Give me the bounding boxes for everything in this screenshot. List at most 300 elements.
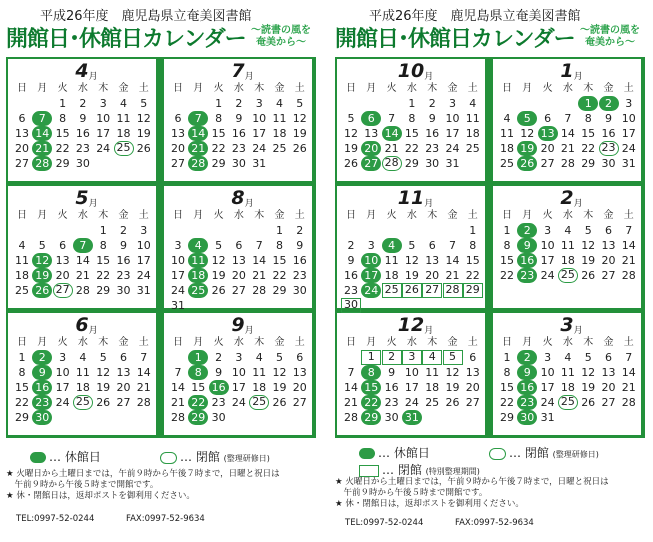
day-cell: 14 [344, 381, 358, 394]
day-cell: 4 [255, 351, 263, 364]
day-cell: 24 [540, 396, 555, 409]
weekday-header: 水 [406, 210, 417, 221]
day-cell: 17 [55, 381, 70, 394]
day-cell: 6 [235, 239, 243, 252]
day-cell: 31 [621, 157, 636, 170]
weekday-header: 月 [37, 83, 48, 94]
day-cell: 1 [276, 224, 283, 237]
weekday-header: 土 [294, 210, 305, 221]
weekday-header: 日 [346, 83, 356, 94]
day-cell: 5 [215, 239, 223, 252]
weekday-header: 月 [522, 83, 533, 94]
day-cell-library-closed: 25 [558, 395, 578, 410]
day-cell: 9 [79, 112, 87, 125]
day-cell: 14 [560, 127, 575, 140]
weekday-header: 日 [17, 83, 27, 94]
day-cell: 8 [99, 239, 107, 252]
day-cell: 18 [500, 142, 514, 155]
day-cell: 16 [601, 127, 616, 140]
day-cell: 19 [445, 381, 460, 394]
day-cell: 1 [503, 351, 511, 364]
day-cell: 20 [601, 381, 616, 394]
day-cell-closed: 30 [517, 410, 537, 425]
day-cell: 11 [500, 127, 514, 140]
weekday-header: 金 [603, 210, 614, 221]
day-cell: 12 [292, 112, 307, 125]
day-cell-closed: 29 [188, 410, 208, 425]
note-line: 午前９時から午後５時まで開館です。 [6, 480, 159, 490]
month-3 [493, 313, 641, 435]
day-cell: 22 [500, 396, 514, 409]
day-cell: 20 [15, 142, 29, 155]
day-cell-library-closed: 28 [382, 156, 402, 171]
day-cell: 25 [500, 157, 514, 170]
day-cell: 5 [408, 239, 416, 252]
day-cell: 7 [625, 351, 633, 364]
motto-line: ～読書の風を [580, 25, 640, 36]
day-cell: 6 [605, 351, 612, 364]
weekday-header: 火 [213, 337, 224, 348]
day-cell: 26 [581, 269, 596, 282]
weekday-header: 土 [294, 83, 305, 94]
day-cell: 8 [215, 112, 223, 125]
day-cell: 19 [344, 142, 358, 155]
note-line: ★ 休・閉館日は，返却ポストを御利用ください。 [6, 491, 195, 501]
library-closed-icon [160, 452, 177, 464]
day-cell: 17 [231, 381, 246, 394]
day-cell: 7 [140, 351, 148, 364]
month-suffix: 月 [88, 326, 98, 336]
day-cell: 12 [404, 254, 419, 267]
day-cell: 9 [428, 112, 436, 125]
weekday-header: 土 [623, 337, 634, 348]
day-cell: 22 [272, 269, 287, 282]
notes [6, 469, 320, 502]
day-cell-closed: 25 [188, 283, 208, 298]
month-10 [337, 59, 485, 181]
day-cell: 18 [116, 127, 131, 140]
day-cell-closed: 15 [361, 380, 381, 395]
day-cell: 20 [171, 142, 185, 155]
day-cell: 5 [38, 239, 46, 252]
day-cell: 11 [465, 112, 480, 125]
day-cell: 6 [59, 239, 67, 252]
day-cell: 7 [564, 112, 572, 125]
day-cell: 13 [15, 127, 29, 140]
day-cell: 25 [272, 142, 287, 155]
month-8 [164, 186, 312, 312]
day-cell: 12 [272, 366, 287, 379]
day-cell: 13 [465, 366, 480, 379]
day-cell: 7 [347, 366, 355, 379]
weekday-header: 水 [406, 337, 417, 348]
day-cell: 12 [96, 366, 111, 379]
day-cell: 28 [621, 269, 636, 282]
weekday-header: 金 [118, 83, 129, 94]
day-cell-closed: 8 [188, 365, 208, 380]
day-cell: 26 [344, 157, 358, 170]
day-cell: 25 [425, 396, 440, 409]
day-cell: 24 [231, 396, 246, 409]
weekday-header: 月 [37, 210, 48, 221]
day-cell: 11 [116, 112, 131, 125]
month-suffix: 月 [244, 72, 254, 82]
day-cell: 10 [231, 366, 246, 379]
day-cell-special-closure: 26 [402, 283, 422, 298]
day-cell: 21 [136, 381, 151, 394]
day-cell: 31 [445, 157, 460, 170]
day-cell: 13 [171, 127, 185, 140]
day-cell-library-closed: 25 [558, 268, 578, 283]
day-cell: 20 [465, 381, 480, 394]
weekday-header: 金 [447, 210, 458, 221]
day-cell: 15 [55, 127, 70, 140]
day-cell: 1 [469, 224, 477, 237]
day-cell: 29 [55, 157, 70, 170]
day-cell: 27 [171, 157, 185, 170]
weekday-header: 金 [274, 83, 285, 94]
day-cell: 11 [560, 239, 575, 252]
day-cell-special-closure: 4 [422, 350, 442, 365]
day-cell: 24 [404, 396, 419, 409]
day-cell-closed: 4 [382, 238, 402, 253]
day-cell: 26 [96, 396, 111, 409]
day-cell: 9 [347, 254, 355, 267]
day-cell: 18 [75, 381, 90, 394]
day-cell-special-closure: 29 [463, 283, 483, 298]
weekday-header: 金 [447, 337, 458, 348]
day-cell-closed: 23 [517, 395, 537, 410]
day-cell: 16 [384, 381, 399, 394]
motto-line: ～読書の風を [251, 25, 311, 36]
note-line: ★ 火曜日から土曜日までは，午前９時から午後７時まで，日曜と祝日は [335, 477, 609, 487]
day-cell: 17 [540, 254, 555, 267]
day-cell: 5 [347, 112, 355, 125]
legend-hollow [160, 448, 270, 465]
day-cell-closed: 21 [32, 141, 52, 156]
day-cell: 27 [465, 396, 480, 409]
day-cell: 22 [404, 142, 419, 155]
day-cell: 5 [584, 224, 592, 237]
day-cell: 12 [344, 127, 358, 140]
day-cell-special-closure: 30 [341, 298, 361, 313]
month-label [493, 316, 641, 335]
note-line: ★ 火曜日から土曜日までは，午前９時から午後７時まで，日曜と祝日は [6, 469, 280, 479]
legend-boxed-label: … 閉館 [382, 463, 422, 477]
month-number: 2 [560, 187, 574, 209]
day-cell: 30 [211, 411, 226, 424]
day-cell: 17 [96, 127, 111, 140]
weekday-header: 土 [623, 210, 634, 221]
day-cell-closed: 20 [361, 141, 381, 156]
weekday-header: 火 [213, 83, 224, 94]
month-label [337, 62, 485, 81]
weekday-header: 木 [98, 210, 109, 221]
day-cell-library-closed: 23 [599, 141, 619, 156]
weekday-header: 日 [502, 337, 512, 348]
day-cell: 21 [621, 381, 636, 394]
legend-closed-label: … 休館日 [378, 446, 430, 460]
day-cell: 19 [581, 254, 596, 267]
weekday-header: 金 [447, 83, 458, 94]
day-cell: 5 [99, 351, 107, 364]
day-cell: 20 [116, 381, 131, 394]
day-cell: 4 [120, 97, 127, 110]
day-cell: 31 [136, 284, 151, 297]
month-11 [337, 186, 485, 311]
day-cell: 29 [500, 411, 514, 424]
weekday-header: 金 [118, 337, 129, 348]
weekday-header: 月 [366, 83, 377, 94]
day-cell: 29 [272, 284, 287, 297]
day-cell: 18 [272, 127, 287, 140]
weekday-header: 月 [37, 337, 48, 348]
day-cell: 11 [425, 366, 440, 379]
day-cell-closed: 18 [188, 268, 208, 283]
day-cell: 4 [18, 239, 26, 252]
day-cell: 13 [292, 366, 307, 379]
weekday-header: 日 [173, 83, 183, 94]
day-cell: 17 [404, 381, 419, 394]
month-number: 12 [397, 314, 425, 336]
day-cell: 6 [174, 112, 182, 125]
month-suffix: 月 [244, 199, 254, 209]
day-cell: 3 [449, 97, 456, 110]
day-cell: 18 [15, 269, 29, 282]
day-cell: 7 [174, 366, 182, 379]
day-cell: 2 [296, 224, 304, 237]
weekday-header: 火 [542, 83, 553, 94]
day-cell: 15 [272, 254, 287, 267]
motto-line: 奄美から～ [256, 37, 306, 48]
day-cell: 10 [621, 112, 636, 125]
day-cell: 26 [211, 284, 226, 297]
day-cell: 10 [55, 366, 70, 379]
day-cell-closed: 22 [361, 395, 381, 410]
weekday-header: 金 [274, 337, 285, 348]
day-cell: 21 [384, 142, 399, 155]
day-cell-special-closure: 1 [361, 350, 381, 365]
weekday-header: 土 [467, 210, 478, 221]
day-cell: 30 [231, 157, 246, 170]
legend-boxed [359, 461, 480, 478]
day-cell: 6 [428, 239, 436, 252]
day-cell-closed: 11 [188, 253, 208, 268]
day-cell-closed: 10 [361, 253, 381, 268]
day-cell: 11 [75, 366, 90, 379]
month-suffix: 月 [573, 326, 583, 336]
month-9 [164, 313, 312, 435]
month-2 [493, 186, 641, 308]
day-cell: 24 [540, 269, 555, 282]
day-cell: 24 [136, 269, 151, 282]
day-cell: 27 [540, 157, 555, 170]
library-name: 平成26年度 鹿児島県立奄美図書館 [369, 9, 581, 24]
motto [569, 25, 651, 49]
day-cell-closed: 28 [32, 156, 52, 171]
day-cell: 17 [540, 381, 555, 394]
day-cell: 1 [503, 224, 511, 237]
day-cell: 3 [59, 351, 67, 364]
day-cell: 1 [59, 97, 67, 110]
day-cell-library-closed: 27 [53, 283, 73, 298]
day-cell: 15 [191, 381, 206, 394]
day-cell: 4 [79, 351, 87, 364]
day-cell: 18 [465, 127, 480, 140]
day-cell: 4 [469, 97, 477, 110]
day-cell: 30 [116, 284, 131, 297]
weekday-header: 土 [467, 83, 478, 94]
day-cell: 9 [388, 366, 396, 379]
day-cell-special-closure: 28 [443, 283, 463, 298]
day-cell: 15 [581, 127, 596, 140]
calendar-title: 開館日･休館日カレンダー [335, 27, 575, 52]
day-cell: 7 [625, 224, 633, 237]
day-cell: 23 [292, 269, 307, 282]
day-cell: 8 [276, 239, 283, 252]
month-label [164, 316, 312, 335]
day-cell-closed: 1 [188, 350, 208, 365]
day-cell: 15 [96, 254, 111, 267]
day-cell: 1 [18, 351, 26, 364]
month-label [337, 189, 485, 208]
calendar-panel-right [329, 0, 653, 542]
day-cell: 21 [445, 269, 460, 282]
month-number: 10 [397, 60, 425, 82]
day-cell: 8 [469, 239, 477, 252]
day-cell: 28 [621, 396, 636, 409]
day-cell: 6 [469, 351, 477, 364]
day-cell: 12 [211, 254, 226, 267]
weekday-header: 土 [623, 83, 634, 94]
weekday-header: 木 [427, 83, 438, 94]
day-cell: 3 [255, 97, 263, 110]
month-suffix: 月 [244, 326, 254, 336]
weekday-header: 土 [138, 337, 149, 348]
day-cell: 19 [292, 127, 307, 140]
weekday-header: 金 [603, 83, 614, 94]
day-cell: 8 [18, 366, 26, 379]
weekday-header: 木 [583, 210, 594, 221]
day-cell-closed: 22 [188, 395, 208, 410]
month-number: 7 [231, 60, 245, 82]
day-cell: 20 [601, 254, 616, 267]
weekday-header: 火 [542, 210, 553, 221]
weekday-header: 火 [57, 210, 68, 221]
month-label [337, 316, 485, 335]
month-suffix: 月 [573, 72, 583, 82]
library-name: 平成26年度 鹿児島県立奄美図書館 [40, 9, 252, 24]
weekday-header: 水 [562, 210, 573, 221]
day-cell-closed: 16 [517, 253, 537, 268]
day-cell: 24 [96, 142, 111, 155]
day-cell: 29 [15, 411, 29, 424]
day-cell: 29 [96, 284, 111, 297]
day-cell: 3 [544, 351, 552, 364]
day-cell-special-closure: 5 [443, 350, 463, 365]
day-cell-closed: 13 [538, 126, 558, 141]
weekday-header: 日 [173, 210, 183, 221]
month-label [493, 189, 641, 208]
weekday-header: 月 [522, 337, 533, 348]
day-cell-closed: 30 [32, 410, 52, 425]
day-cell-closed: 2 [517, 350, 537, 365]
day-cell-closed: 14 [382, 126, 402, 141]
day-cell: 22 [211, 142, 226, 155]
day-cell: 11 [384, 254, 399, 267]
weekday-header: 金 [603, 337, 614, 348]
day-cell-closed: 7 [73, 238, 93, 253]
note-line: ★ 休・閉館日は，返却ポストを御利用ください。 [335, 499, 524, 509]
special-closure-icon [359, 465, 379, 477]
weekday-header: 日 [346, 337, 356, 348]
day-cell: 2 [120, 224, 127, 237]
day-cell: 12 [581, 366, 596, 379]
day-cell: 18 [384, 269, 399, 282]
day-cell-closed: 21 [188, 141, 208, 156]
day-cell-special-closure: 3 [402, 350, 422, 365]
day-cell: 3 [367, 239, 375, 252]
day-cell: 4 [564, 224, 572, 237]
month-label [164, 189, 312, 208]
day-cell: 12 [445, 366, 460, 379]
day-cell: 3 [544, 224, 552, 237]
day-cell: 27 [601, 269, 616, 282]
day-cell: 29 [211, 157, 226, 170]
legend-hollow-label: … 閉館 [509, 446, 549, 460]
day-cell: 24 [621, 142, 636, 155]
day-cell: 14 [621, 239, 636, 252]
day-cell: 24 [445, 142, 460, 155]
day-cell: 6 [544, 112, 552, 125]
day-cell: 28 [344, 411, 358, 424]
day-cell: 2 [215, 351, 223, 364]
day-cell-closed: 23 [517, 268, 537, 283]
day-cell: 26 [136, 142, 151, 155]
day-cell-closed: 9 [517, 365, 537, 380]
day-cell-library-closed: 25 [249, 395, 269, 410]
day-cell: 15 [500, 254, 514, 267]
day-cell-closed: 16 [517, 380, 537, 395]
closed-day-icon [30, 452, 46, 463]
day-cell: 16 [75, 127, 90, 140]
day-cell: 13 [425, 254, 440, 267]
day-cell: 23 [211, 396, 226, 409]
day-cell: 26 [272, 396, 287, 409]
tel: TEL:0997-52-0244 [345, 518, 424, 528]
day-cell: 20 [292, 381, 307, 394]
day-cell: 30 [601, 157, 616, 170]
day-cell: 22 [96, 269, 111, 282]
day-cell: 8 [59, 112, 67, 125]
closed-day-icon [359, 448, 375, 459]
day-cell-closed: 12 [32, 253, 52, 268]
day-cell-closed: 17 [361, 268, 381, 283]
day-cell: 16 [292, 254, 307, 267]
day-cell: 21 [252, 269, 267, 282]
day-cell: 5 [140, 97, 148, 110]
legend-hollow [489, 444, 599, 461]
day-cell: 9 [235, 112, 243, 125]
day-cell: 24 [252, 142, 267, 155]
day-cell: 9 [120, 239, 127, 252]
day-cell: 22 [465, 269, 480, 282]
legend-hollow-label: … 閉館 [180, 450, 220, 464]
weekday-header: 金 [274, 210, 285, 221]
day-cell: 16 [344, 269, 358, 282]
day-cell: 21 [344, 396, 358, 409]
weekday-header: 土 [138, 210, 149, 221]
